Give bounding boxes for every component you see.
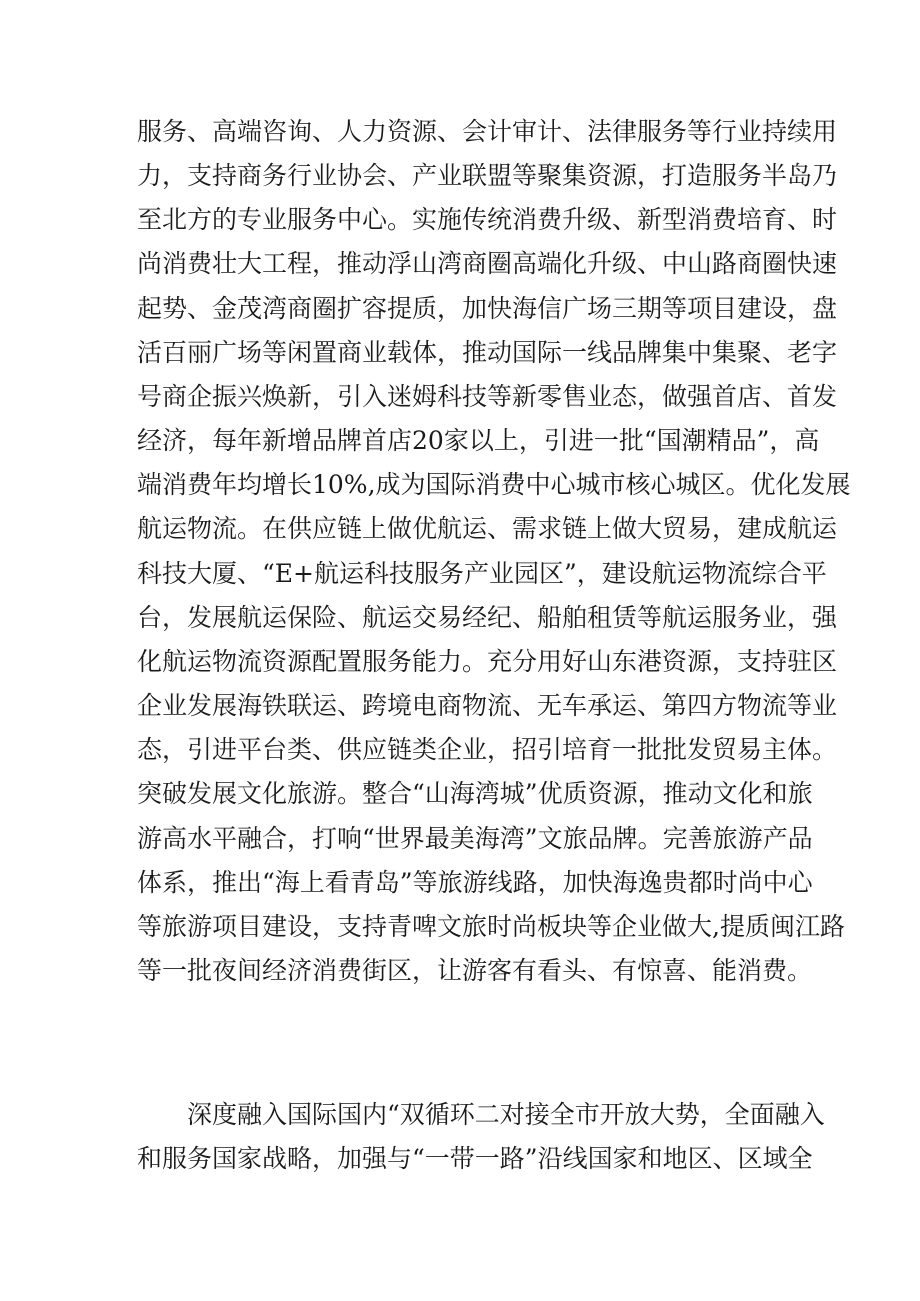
text-line: 台，发展航运保险、航运交易经纪、船舶租赁等航运服务业，强: [137, 603, 838, 632]
text-line: 力，支持商务行业协会、产业联盟等聚集资源，打造服务半岛乃: [137, 161, 838, 190]
text-line: 至北方的专业服务中心。实施传统消费升级、新型消费培育、时: [137, 205, 838, 234]
text-line: 化航运物流资源配置服务能力。充分用好山东港资源，支持驻区: [137, 647, 838, 676]
text-line: 等一批夜间经济消费街区，让游客有看头、有惊喜、能消费。: [137, 956, 813, 985]
text-line: 体系，推出“海上看青岛”等旅游线路，加快海逸贵都时尚中心: [137, 868, 813, 897]
text-line: 号商企振兴焕新，引入迷姆科技等新零售业态，做强首店、首发: [137, 382, 838, 411]
text-line: 等旅游项目建设，支持青啤文旅时尚板块等企业做大,提质闽江路: [137, 912, 845, 941]
text-line: 科技大厦、“E+航运科技服务产业园区”，建设航运物流综合平: [137, 559, 827, 588]
text-line: 游高水平融合，打响“世界最美海湾”文旅品牌。完善旅游产品: [137, 824, 813, 853]
text-line: 航运物流。在供应链上做优航运、需求链上做大贸易，建成航运: [137, 514, 838, 543]
text-line: 服务、高端咨询、人力资源、会计审计、法律服务等行业持续用: [137, 117, 838, 146]
text-line: 经济，每年新增品牌首店20家以上，引进一批“国潮精品”，高: [137, 426, 820, 455]
text-line: 深度融入国际国内“双循环二对接全市开放大势，全面融入: [187, 1100, 825, 1129]
text-line: 企业发展海铁联运、跨境电商物流、无车承运、第四方物流等业: [137, 691, 838, 720]
text-line: 突破发展文化旅游。整合“山海湾城”优质资源，推动文化和旅: [137, 779, 813, 808]
text-line: 起势、金茂湾商圈扩容提质，加快海信广场三期等项目建设，盘: [137, 294, 838, 323]
text-line: 活百丽广场等闲置商业载体，推动国际一线品牌集中集聚、老字: [137, 338, 838, 367]
text-line: 和服务国家战略，加强与“一带一路”沿线国家和地区、区域全: [137, 1144, 813, 1173]
text-line: 尚消费壮大工程，推动浮山湾商圈高端化升级、中山路商圈快速: [137, 249, 838, 278]
text-line: 态，引进平台类、供应链类企业，招引培育一批批发贸易主体。: [137, 735, 838, 764]
text-line: 端消费年均增长10%,成为国际消费中心城市核心城区。优化发展: [137, 470, 851, 499]
